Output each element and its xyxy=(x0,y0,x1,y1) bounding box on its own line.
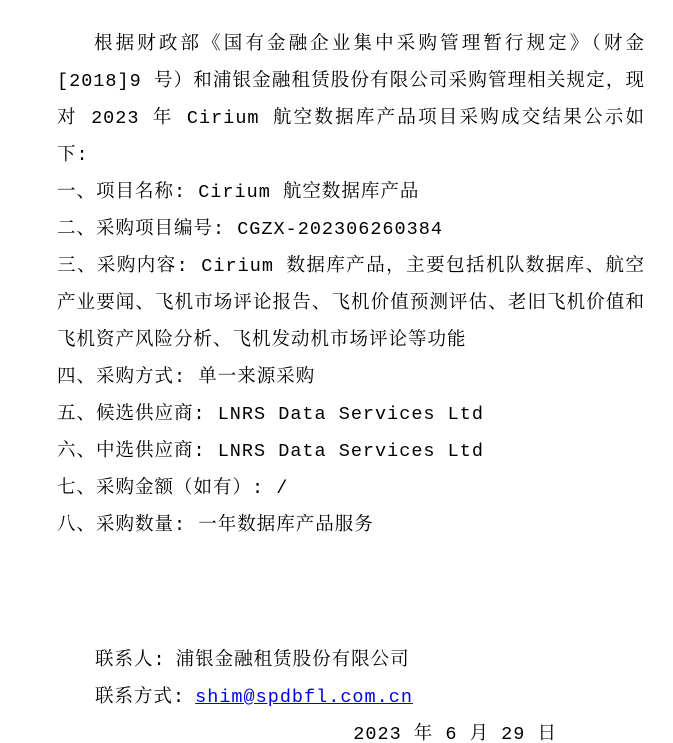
item-selected-supplier: 六、中选供应商: LNRS Data Services Ltd xyxy=(57,441,484,462)
item-candidate-supplier: 五、候选供应商: LNRS Data Services Ltd xyxy=(57,404,484,425)
contact-person-value: 浦银金融租赁股份有限公司 xyxy=(175,650,410,671)
item-project-name: 一、项目名称: Cirium 航空数据库产品 xyxy=(57,182,420,203)
item-project-number: 二、采购项目编号: CGZX-202306260384 xyxy=(57,219,443,240)
contact-block xyxy=(57,642,645,716)
contact-method-label: 联系方式: xyxy=(95,687,186,708)
item-procurement-content: 三、采购内容: Cirium 数据库产品，主要包括机队数据库、航空产业要闻、飞机市场评论报告、飞机价值预测评估、老旧飞机价值和飞机资产风险分析、飞机发动机市场评论等功能 xyxy=(57,256,645,351)
intro-paragraph: 根据财政部《国有金融企业集中采购管理暂行规定》（财金[2018]9 号）和浦银金融租赁股份有限公司采购管理相关规定，现对 2023 年 Cirium 航空数据库产品项目采购成交结果公示如下: xyxy=(57,34,645,166)
item-procurement-method: 四、采购方式: 单一来源采购 xyxy=(57,367,316,388)
item-procurement-amount: 七、采购金额（如有）: / xyxy=(57,478,289,499)
contact-person-line xyxy=(95,642,645,679)
contact-method-line xyxy=(95,679,645,716)
contact-email-link[interactable]: shim@spdbfl.com.cn xyxy=(195,687,413,708)
date-line xyxy=(57,716,645,743)
item-procurement-quantity: 八、采购数量: 一年数据库产品服务 xyxy=(57,515,374,536)
contact-person-label: 联系人: xyxy=(95,650,166,671)
document-date: 2023 年 6 月 29 日 xyxy=(353,724,557,743)
